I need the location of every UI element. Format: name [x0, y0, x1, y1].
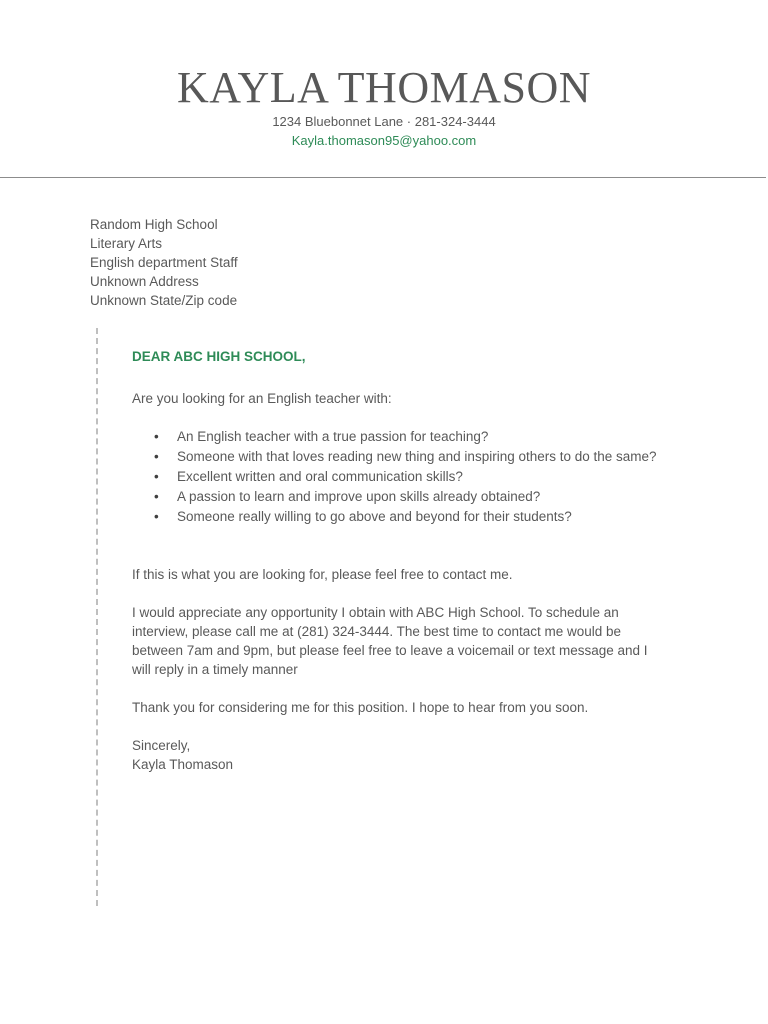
recipient-line: Unknown State/Zip code — [90, 293, 238, 308]
salutation: DEAR ABC HIGH SCHOOL, — [132, 349, 306, 364]
paragraph-line: will reply in a timely manner — [132, 662, 298, 677]
recipient-line: Random High School — [90, 217, 218, 232]
list-item-text: A passion to learn and improve upon skills already obtained? — [177, 489, 541, 504]
spacer — [132, 679, 692, 698]
sender-email-link[interactable]: Kayla.thomason95@yahoo.com — [291, 133, 477, 148]
sender-contact: 1234 Bluebonnet Lane · 281-324-3444 — [272, 114, 496, 129]
sender-email-line — [0, 132, 768, 150]
spacer — [132, 584, 692, 603]
bullet-dot-icon: • — [154, 469, 159, 484]
bullet-dot-icon: • — [154, 449, 159, 464]
list-item — [132, 507, 692, 527]
bullet-dot-icon: • — [154, 429, 159, 444]
closing: Sincerely, — [132, 738, 191, 753]
letter-side-rule — [96, 328, 98, 906]
list-item — [132, 487, 692, 507]
thanks-paragraph: Thank you for considering me for this position. I hope to hear from you soon. — [132, 700, 589, 715]
list-item — [132, 467, 692, 487]
spacer — [132, 717, 692, 736]
list-item-text: Someone really willing to go above and beyond for their students? — [177, 509, 572, 524]
qualifications-list — [132, 427, 692, 527]
recipient-line: English department Staff — [90, 255, 238, 270]
paragraph-line: I would appreciate any opportunity I obtain with ABC High School. To schedule an — [132, 605, 619, 620]
intro-paragraph: Are you looking for an English teacher with: — [132, 391, 392, 406]
sender-name: KAYLA THOMASON — [176, 63, 592, 112]
paragraph-line: interview, please call me at (281) 324-3444. The best time to contact me would be — [132, 624, 622, 639]
list-item-text: Someone with that loves reading new thing and inspiring others to do the same? — [177, 449, 657, 464]
signature: Kayla Thomason — [132, 757, 234, 772]
recipient-line: Literary Arts — [90, 236, 163, 251]
recipient-block — [90, 215, 238, 310]
letter-body — [132, 347, 692, 774]
list-item-text: An English teacher with a true passion for teaching? — [177, 429, 489, 444]
contact-invite-paragraph: If this is what you are looking for, please feel free to contact me. — [132, 567, 513, 582]
header-divider — [0, 177, 766, 178]
availability-paragraph — [132, 603, 692, 679]
bullet-dot-icon: • — [154, 509, 159, 524]
list-item — [132, 427, 692, 447]
paragraph-line: between 7am and 9pm, but please feel free to leave a voicemail or text message and I — [132, 643, 648, 658]
list-item — [132, 447, 692, 467]
spacer — [132, 527, 692, 565]
list-item-text: Excellent written and oral communication skills? — [177, 469, 463, 484]
bullet-dot-icon: • — [154, 489, 159, 504]
recipient-line: Unknown Address — [90, 274, 199, 289]
